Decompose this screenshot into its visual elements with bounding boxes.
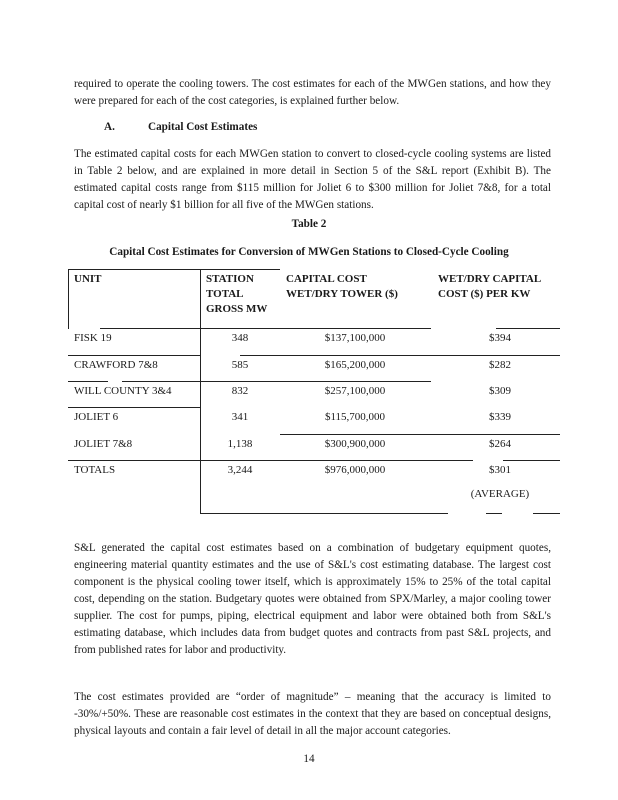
section-title: Capital Cost Estimates — [148, 121, 258, 133]
cell-cost: $257,100,000 — [324, 385, 386, 397]
table-border — [533, 513, 560, 514]
intro-paragraph: required to operate the cooling towers. The cost estimates for each of the MWGen stations, and how they were prepared for each of the cost categories, is explained further below. — [74, 78, 551, 107]
average-note: (AVERAGE) — [470, 488, 530, 500]
table-rule — [68, 407, 200, 408]
magnitude-paragraph: The cost estimates provided are “order of magnitude” – meaning that the accuracy is limited to -30%/+50%. These are reasonable cost estimates in the context that they are based on conceptual designs, physical layouts and contain a fair level of detail in all the major account categories. — [74, 691, 551, 737]
cell-cost-total: $976,000,000 — [324, 464, 386, 476]
sl-paragraph: S&L generated the capital cost estimates based on a combination of budgetary equipment quotes, engineering material quantity estimates and the use of S&L's cost estimating database. The largest cost component is the physical cooling tower itself, which is approximately 15% to 25% of the total capital cost, depending on the station. Budgetary quotes were obtained from SPX/Marley, a major cooling tower supplier. The cost for pumps, piping, electrical equipment and labor were obtained both from S&L's estimating database, which includes data from budget quotes and contracts from past S&L projects, and from published rates for labor and productivity. — [74, 542, 551, 656]
cell-unit-totals: TOTALS — [74, 464, 116, 476]
cell-per-kw: $394 — [489, 332, 511, 344]
cell-per-kw: $339 — [489, 411, 511, 423]
table-rule — [68, 355, 200, 356]
table-rule — [68, 460, 473, 461]
cell-per-kw-average: $301 — [489, 464, 511, 476]
table-rule — [240, 355, 560, 356]
cell-per-kw: $282 — [489, 359, 511, 371]
cell-cost: $300,900,000 — [324, 438, 386, 450]
capital-paragraph: The estimated capital costs for each MWGen station to convert to closed-cycle cooling systems are listed in Table 2 below, and are explained in more detail in Section 5 of the S&L report (Exhibit B). The estimated capital costs range from $115 million for Joliet 6 to $300 million for Joliet 7&8, for a total capital cost of nearly $1 billion for all five of the MWGen stations. — [74, 148, 551, 211]
cell-cost: $115,700,000 — [324, 411, 386, 423]
table-rule — [122, 381, 431, 382]
cell-mw: 341 — [231, 411, 249, 423]
cell-unit: JOLIET 7&8 — [74, 438, 133, 450]
header-capital-cost: CAPITAL COST WET/DRY TOWER ($) — [286, 273, 398, 300]
section-letter: A. — [104, 121, 115, 133]
cell-mw: 832 — [231, 385, 249, 397]
cell-unit: JOLIET 6 — [74, 411, 119, 423]
cell-unit: FISK 19 — [74, 332, 112, 344]
table-border — [486, 513, 502, 514]
cell-per-kw: $264 — [489, 438, 511, 450]
table-label: Table 2 — [291, 218, 327, 230]
page-number: 14 — [303, 753, 315, 765]
table-border — [68, 269, 280, 270]
cell-mw: 1,138 — [227, 438, 253, 450]
table-border — [200, 513, 448, 514]
cell-mw-total: 3,244 — [227, 464, 253, 476]
table-rule — [503, 460, 560, 461]
header-mw: STATION TOTAL GROSS MW — [206, 273, 268, 315]
cell-cost: $137,100,000 — [324, 332, 386, 344]
cell-cost: $165,200,000 — [324, 359, 386, 371]
cell-unit: CRAWFORD 7&8 — [74, 359, 158, 371]
header-per-kw: WET/DRY CAPITAL COST ($) PER KW — [438, 273, 541, 300]
table-rule — [68, 381, 108, 382]
table-rule — [496, 328, 560, 329]
cell-mw: 585 — [231, 359, 249, 371]
table-title: Capital Cost Estimates for Conversion of MWGen Stations to Closed-Cycle Cooling — [109, 246, 509, 258]
table-rule — [100, 328, 431, 329]
cell-per-kw: $309 — [489, 385, 511, 397]
cell-mw: 348 — [231, 332, 249, 344]
header-unit: UNIT — [74, 273, 102, 285]
table-rule — [280, 434, 560, 435]
table-border — [68, 269, 69, 329]
cell-unit: WILL COUNTY 3&4 — [74, 385, 172, 397]
section-heading — [104, 121, 257, 133]
